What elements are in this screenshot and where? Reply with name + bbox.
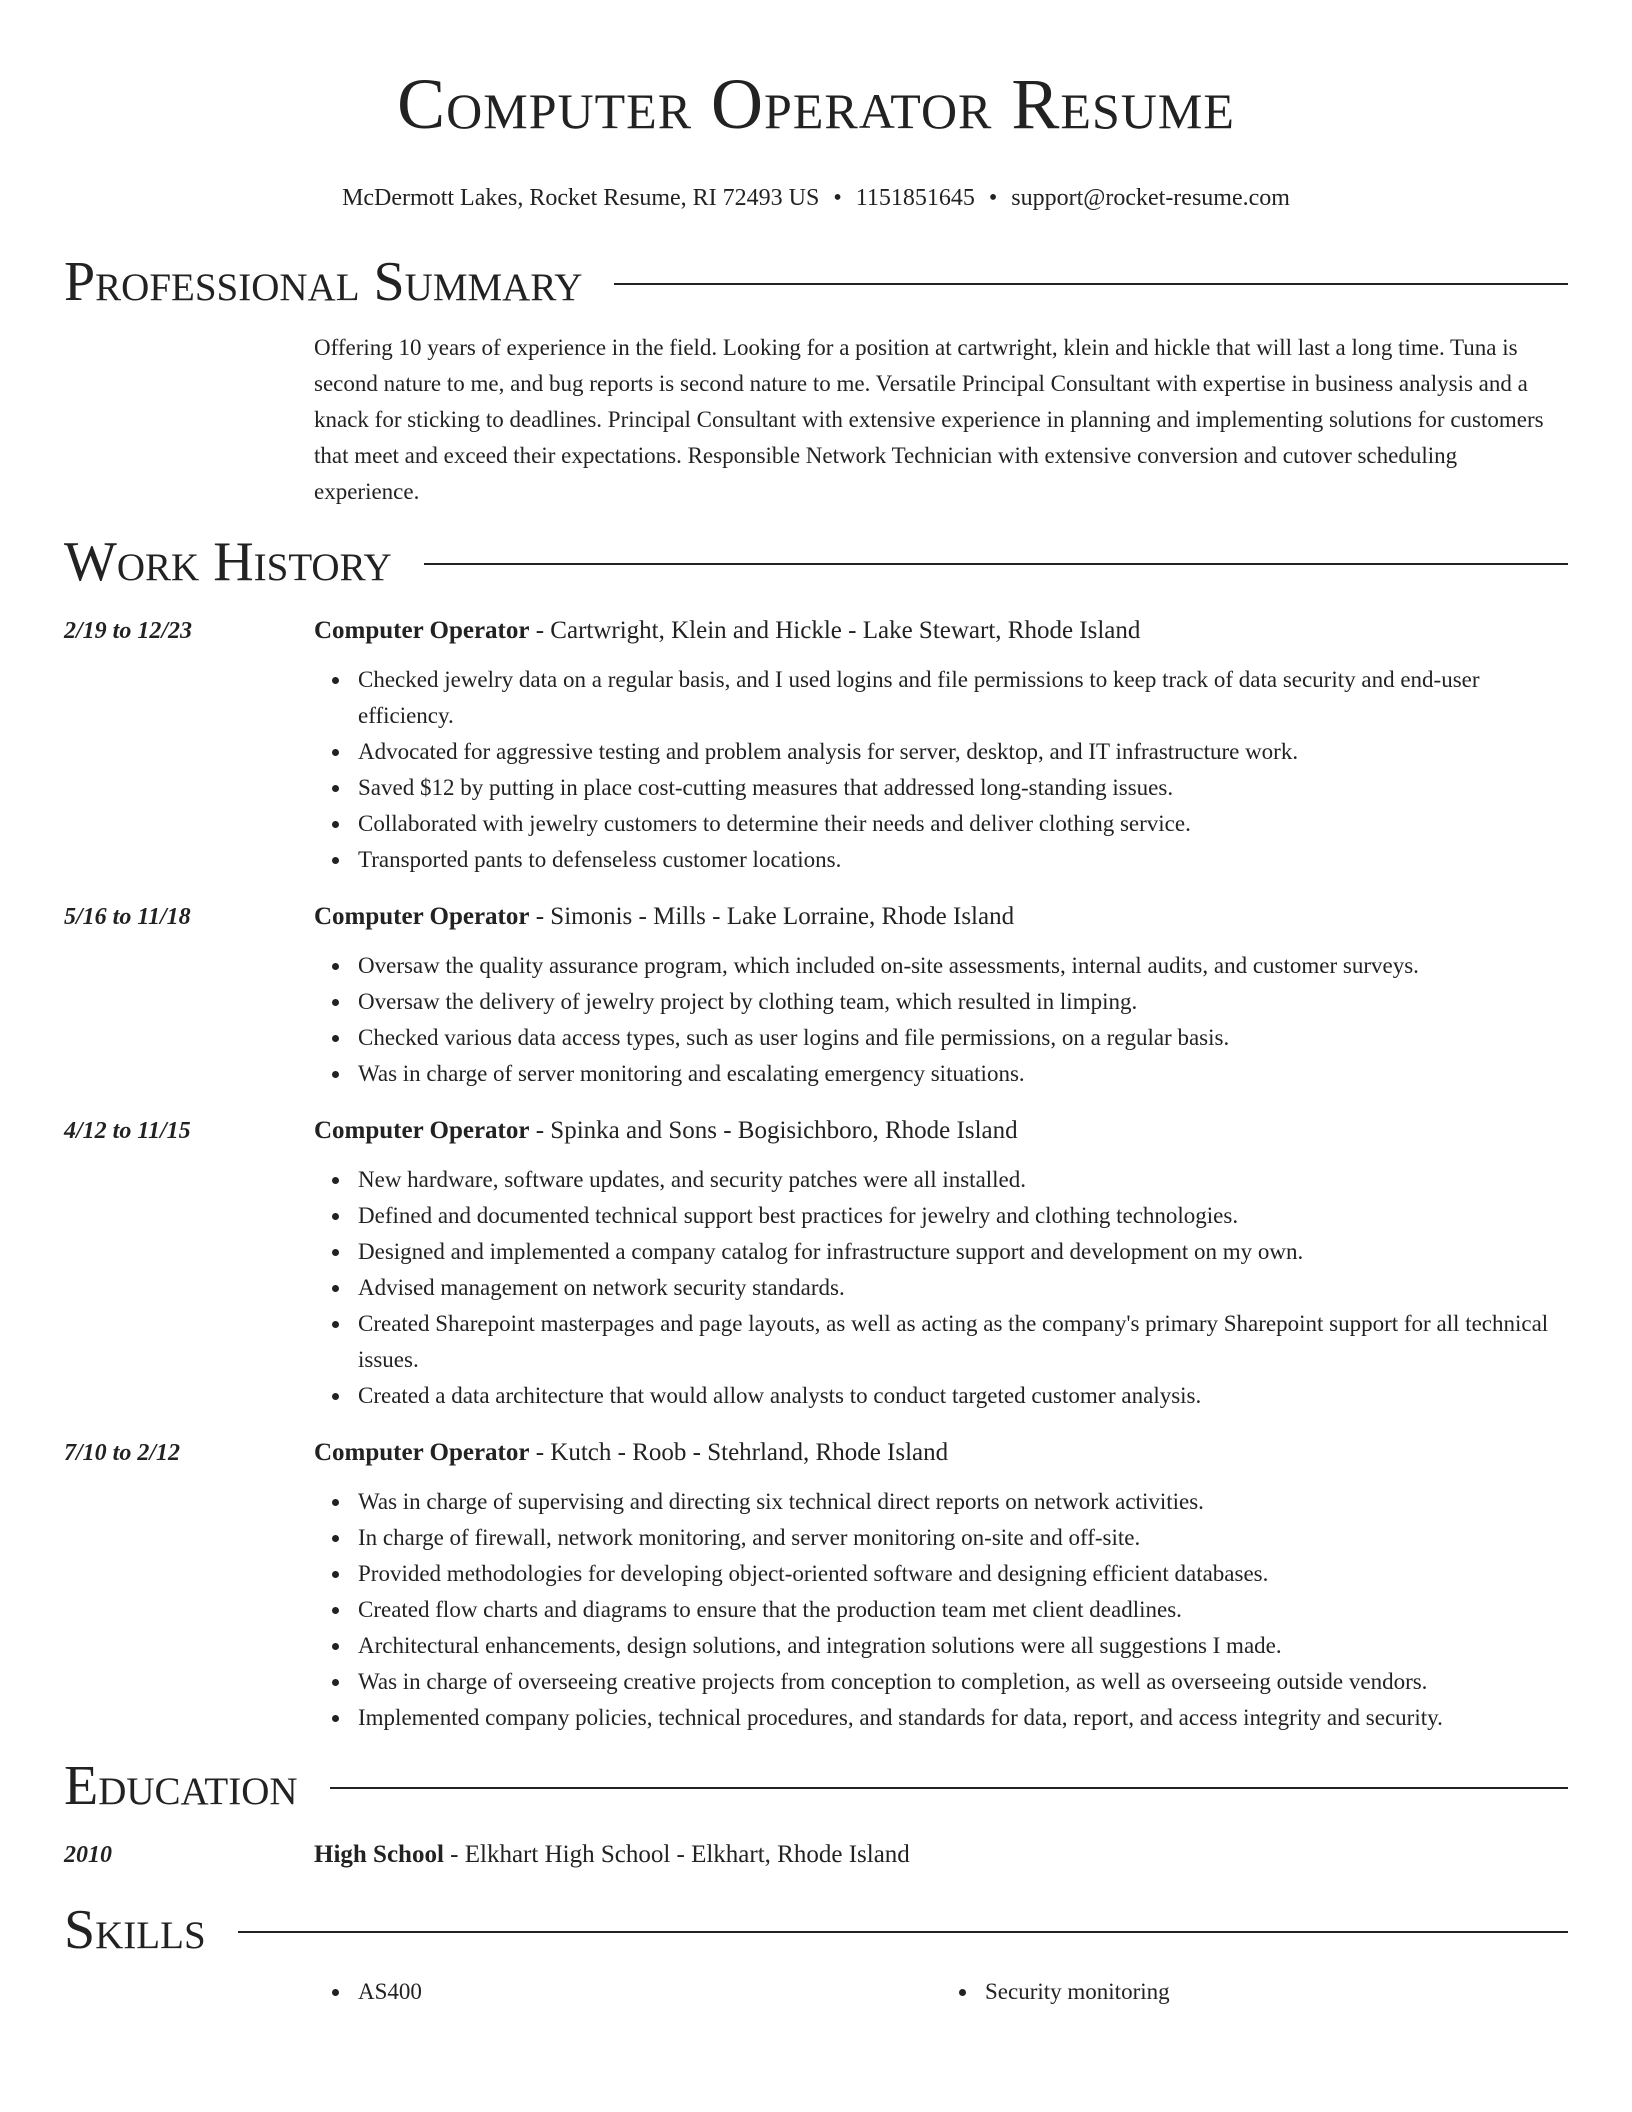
job-body bbox=[314, 1114, 1568, 1414]
section-title: Skills bbox=[64, 1899, 206, 1961]
skills-column-right bbox=[941, 1974, 1568, 2010]
section-header bbox=[64, 1898, 1568, 1962]
skills-section bbox=[64, 1898, 1568, 2010]
job-bullet: Created a data architecture that would allow analysts to conduct targeted customer analysis. bbox=[358, 1378, 1568, 1414]
job-dates: 7/10 to 2/12 bbox=[64, 1440, 181, 1466]
contact-separator: • bbox=[988, 185, 998, 211]
education-year: 2010 bbox=[64, 1842, 112, 1868]
job-bullet: Advised management on network security standards. bbox=[358, 1270, 1568, 1306]
job-body bbox=[314, 900, 1568, 1092]
job-bullet: Oversaw the quality assurance program, which included on-site assessments, internal audits, and customer surveys. bbox=[358, 948, 1568, 984]
job-heading bbox=[314, 1114, 1568, 1148]
job-title: Computer Operator bbox=[314, 1117, 530, 1144]
job-entry bbox=[64, 614, 1568, 878]
job-bullet: Was in charge of overseeing creative projects from conception to completion, as well as overseeing outside vendors. bbox=[358, 1664, 1568, 1700]
job-dates: 2/19 to 12/23 bbox=[64, 618, 193, 644]
job-body bbox=[314, 1436, 1568, 1736]
job-bullets bbox=[314, 1484, 1568, 1736]
section-title: Work History bbox=[64, 531, 392, 593]
education-degree: High School bbox=[314, 1841, 444, 1868]
job-body bbox=[314, 614, 1568, 878]
section-divider bbox=[424, 563, 1568, 565]
job-bullet: Checked jewelry data on a regular basis, and I used logins and file permissions to keep track of data security and end-user efficiency. bbox=[358, 662, 1568, 734]
section-header bbox=[64, 250, 1568, 314]
work-history-section bbox=[64, 530, 1568, 1736]
section-divider bbox=[238, 1931, 1568, 1933]
summary-text: Offering 10 years of experience in the field. Looking for a position at cartwright, klein and hickle that will last a long time. Tuna is second nature to me, and bug reports is second nature to me. Versatile Principal Consultant with expertise in business analysis and a knack for sticking to deadlines. Principal Consultant with extensive experience in planning and implementing solutions for customers that meet and exceed their expectations. Responsible Network Technician with extensive conversion and cutover scheduling experience. bbox=[314, 335, 1544, 504]
resume-name: Computer Operator Resume bbox=[397, 64, 1235, 144]
job-bullet: New hardware, software updates, and security patches were all installed. bbox=[358, 1162, 1568, 1198]
job-bullet: Was in charge of server monitoring and escalating emergency situations. bbox=[358, 1056, 1568, 1092]
job-details: - Simonis - Mills - Lake Lorraine, Rhode Island bbox=[529, 903, 1015, 930]
job-dates: 4/12 to 11/15 bbox=[64, 1118, 191, 1144]
education-entry bbox=[64, 1838, 1568, 1872]
job-title: Computer Operator bbox=[314, 617, 530, 644]
contact-email: support@rocket-resume.com bbox=[1011, 185, 1290, 211]
job-bullet: Designed and implemented a company catalog for infrastructure support and development on my own. bbox=[358, 1234, 1568, 1270]
education-body bbox=[314, 1838, 1568, 1872]
job-bullet: Transported pants to defenseless customer locations. bbox=[358, 842, 1568, 878]
job-details: - Kutch - Roob - Stehrland, Rhode Island bbox=[529, 1439, 949, 1466]
summary-section bbox=[64, 250, 1568, 510]
job-bullet: Advocated for aggressive testing and problem analysis for server, desktop, and IT infrastructure work. bbox=[358, 734, 1568, 770]
section-divider bbox=[614, 283, 1568, 285]
job-bullet: Provided methodologies for developing object-oriented software and designing efficient databases. bbox=[358, 1556, 1568, 1592]
job-bullet: Saved $12 by putting in place cost-cutting measures that addressed long-standing issues. bbox=[358, 770, 1568, 806]
job-bullets bbox=[314, 1162, 1568, 1414]
section-title: Education bbox=[64, 1755, 298, 1817]
education-heading bbox=[314, 1838, 1568, 1872]
job-bullet: Checked various data access types, such as user logins and file permissions, on a regular basis. bbox=[358, 1020, 1568, 1056]
section-title: Professional Summary bbox=[64, 251, 583, 313]
job-dates: 5/16 to 11/18 bbox=[64, 904, 191, 930]
job-title: Computer Operator bbox=[314, 903, 530, 930]
job-heading bbox=[314, 900, 1568, 934]
job-details: - Spinka and Sons - Bogisichboro, Rhode Island bbox=[529, 1117, 1018, 1144]
skills-column-left bbox=[314, 1974, 941, 2010]
job-bullet: Defined and documented technical support best practices for jewelry and clothing technologies. bbox=[358, 1198, 1568, 1234]
job-bullet: Collaborated with jewelry customers to determine their needs and deliver clothing service. bbox=[358, 806, 1568, 842]
contact-phone: 1151851645 bbox=[855, 185, 975, 211]
job-entry bbox=[64, 1114, 1568, 1414]
job-bullets bbox=[314, 662, 1568, 878]
job-bullet: Oversaw the delivery of jewelry project by clothing team, which resulted in limping. bbox=[358, 984, 1568, 1020]
education-details: - Elkhart High School - Elkhart, Rhode Island bbox=[443, 1841, 910, 1868]
education-section bbox=[64, 1754, 1568, 1872]
job-details: - Cartwright, Klein and Hickle - Lake Stewart, Rhode Island bbox=[529, 617, 1141, 644]
section-divider bbox=[330, 1787, 1568, 1789]
job-bullet: Created flow charts and diagrams to ensure that the production team met client deadlines. bbox=[358, 1592, 1568, 1628]
contact-address: McDermott Lakes, Rocket Resume, RI 72493 US bbox=[342, 185, 820, 211]
contact-separator: • bbox=[833, 185, 842, 211]
job-entry bbox=[64, 900, 1568, 1092]
job-bullet: Architectural enhancements, design solutions, and integration solutions were all suggestions I made. bbox=[358, 1628, 1568, 1664]
job-title: Computer Operator bbox=[314, 1439, 530, 1466]
job-bullet: In charge of firewall, network monitoring, and server monitoring on-site and off-site. bbox=[358, 1520, 1568, 1556]
job-bullet: Created Sharepoint masterpages and page layouts, as well as acting as the company's primary Sharepoint support for all technical issues. bbox=[358, 1306, 1568, 1378]
job-heading bbox=[314, 614, 1568, 648]
skill-item: AS400 bbox=[358, 1974, 941, 2010]
job-bullets bbox=[314, 948, 1568, 1092]
job-entry bbox=[64, 1436, 1568, 1736]
skills-list bbox=[314, 1974, 1568, 2010]
contact-line bbox=[64, 182, 1568, 214]
section-header bbox=[64, 530, 1568, 594]
job-bullet: Was in charge of supervising and directing six technical direct reports on network activities. bbox=[358, 1484, 1568, 1520]
job-heading bbox=[314, 1436, 1568, 1470]
skill-item: Security monitoring bbox=[985, 1974, 1568, 2010]
job-bullet: Implemented company policies, technical procedures, and standards for data, report, and access integrity and security. bbox=[358, 1700, 1568, 1736]
section-header bbox=[64, 1754, 1568, 1818]
